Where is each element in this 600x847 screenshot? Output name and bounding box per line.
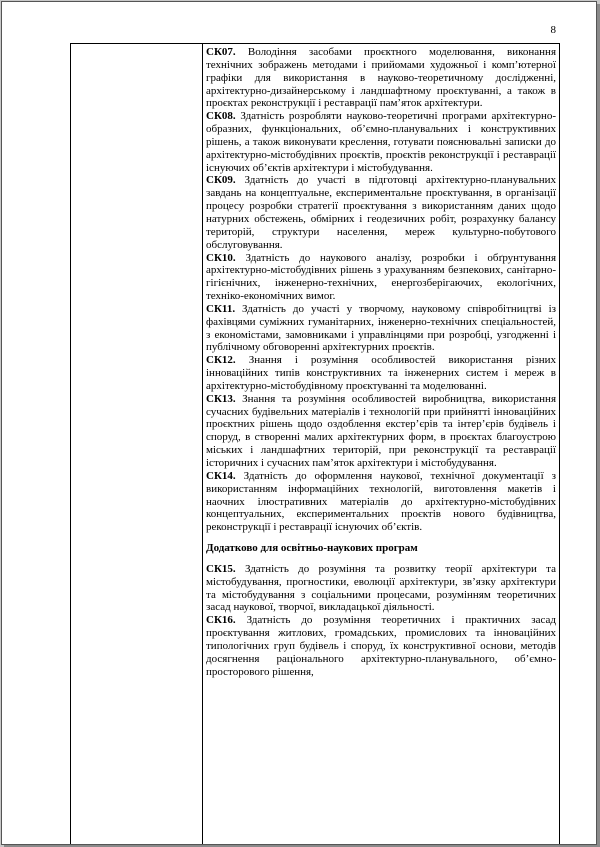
competency-code: СК15. <box>206 562 236 575</box>
competency-sk14 <box>206 470 556 534</box>
competency-sk15 <box>206 563 556 614</box>
competency-text: Здатність до оформлення наукової, технічної документації з використанням інформаційних технологій, виготовлення макетів і наочних ілюстративних матеріалів до архітектурно-містобудівних концептуальних, експериментальних проєктів нового будівництва, реконструкції і реставрації існуючих об’єктів. <box>206 469 556 534</box>
competency-text: Здатність розробляти науково-теоретичні програми архітектурно-образних, функціональних, об’ємно-планувальних і конструктивних рішень, а також виконувати креслення, готувати пояснювальні записки до архітектурно-містобудівних проєктів, проєктів реконструкції і реставрації існуючих об’єктів архітектури і містобудування. <box>206 110 557 174</box>
competencies-table <box>70 43 560 844</box>
competency-sk16 <box>206 614 556 678</box>
competencies-cell <box>206 46 556 679</box>
competency-sk07 <box>206 46 556 110</box>
column-divider <box>202 44 203 844</box>
competency-code: СК09. <box>206 174 236 187</box>
competency-text: Знання і розуміння особливостей використання різних інноваційних типів конструктивних та інженерних систем і мереж в архітектурно-містобудівному проєктуванні та моделюванні. <box>206 354 556 392</box>
competency-code: СК07. <box>206 46 236 58</box>
competency-text: Здатність до наукового аналізу, розробки і обґрунтування архітектурно-містобудівних рішень з урахуванням безпекових, санітарно-гігієнічних, інженерно-технічних, енергозберігаючих, екологічних, техніко-економічних вимог. <box>206 251 556 303</box>
competency-text: Здатність до участі в підготовці архітектурно-планувальних завдань на концептуальне, експериментальне проєктування, в організації процесу розробки стратегії проєктування з використанням даних щодо натурних обстежень, обмірних і геодезичних робіт, розрахунку балансу територій, структури населення, мереж культурно-побутового обслуговування. <box>206 174 556 251</box>
competency-code: СК11. <box>206 302 236 315</box>
competency-code: СК14. <box>206 469 236 482</box>
competency-sk11 <box>206 303 556 354</box>
competency-code: СК10. <box>206 251 236 264</box>
document-page <box>1 1 597 845</box>
competency-sk10 <box>206 252 556 303</box>
competency-text: Здатність до участі у творчому, науковому співробітництві із фахівцями суміжних гуманітарних, інженерно-технічних спеціальностей, з економістами, замовниками і управлінцями при розробці, узгодженні і публічному обговоренні архітектурних проєктів. <box>206 302 556 354</box>
competency-text: Здатність до розуміння та розвитку теорії архітектури та містобудування, прогностики, еволюції архітектури, зв’язку архітектури та містобудування з соціальними процесами, розумінням теоретичних засад наукової, творчої, викладацької діяльності. <box>206 562 557 614</box>
competency-code: СК16. <box>206 614 236 627</box>
competency-text: Здатність до розуміння теоретичних і практичних засад проєктування житлових, громадських, промислових та інноваційних типологічних груп будівель і споруд, їх конструктивної основи, методів досягнення раціонального архітектурно-планувального, об’ємно-просторового рішення, <box>206 614 557 678</box>
competency-sk08 <box>206 110 556 174</box>
page-number: 8 <box>550 24 556 36</box>
competency-sk12 <box>206 354 556 393</box>
competency-code: СК13. <box>206 392 236 405</box>
competency-sk09 <box>206 174 556 251</box>
competency-code: СК12. <box>206 354 236 367</box>
competency-sk13 <box>206 393 556 470</box>
competency-text: Знання та розуміння особливостей виробництва, використання сучасних будівельних матеріалів і технологій при прийнятті інноваційних проєктних рішень щодо оздоблення екстер’єрів та інтер’єрів будівель і споруд, в створенні малих архітектурних форм, в проєктах благоустрою міських і ландшафтних територій, при реконструкції та реставрації історичних і сучасних пам’яток архітектури і містобудування. <box>206 392 556 469</box>
competency-text: Володіння засобами проєктного моделювання, виконання технічних зображень методами і прийомами художньої і комп’ютерної графіки для використання в науково-теоретичному дослідженні, архітектурно-дизайнерському і ландшафтному проєктуванні, а також в проєктах реконструкції і реставрації пам’яток архітектури. <box>206 46 557 110</box>
competency-code: СК08. <box>206 110 236 123</box>
section-heading: Додатково для освітньо-наукових програм <box>206 542 418 555</box>
